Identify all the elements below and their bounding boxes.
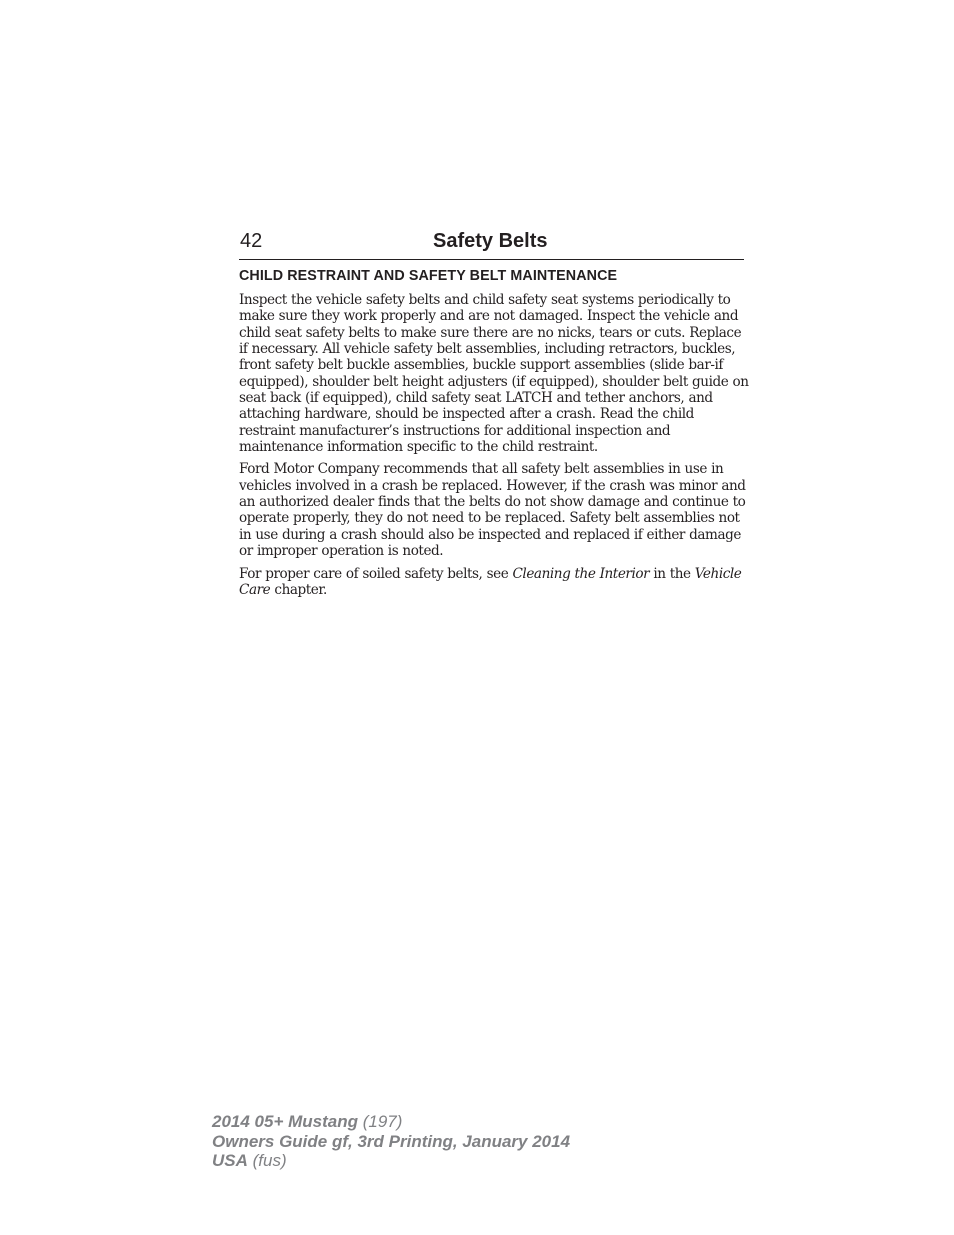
care-text-1: For proper care of soiled safety belts, see bbox=[239, 565, 513, 582]
footer-market-line bbox=[212, 1151, 570, 1171]
footer-printing-line bbox=[212, 1132, 570, 1152]
care-text-2: in the bbox=[649, 565, 695, 582]
page-content bbox=[239, 267, 749, 604]
footer-model-code: (197) bbox=[362, 1112, 403, 1131]
footer-model-line bbox=[212, 1112, 570, 1132]
care-text-3: chapter. bbox=[270, 581, 327, 598]
page-number: 42 bbox=[240, 230, 263, 252]
footer-market-code: (fus) bbox=[252, 1151, 287, 1170]
cross-reference-vehicle-care: Vehicle Care bbox=[239, 565, 742, 598]
paragraph-replacement: Ford Motor Company recommends that all safety belt assemblies in use in vehicles involved in a crash be replaced. However, if the crash was minor and an authorized dealer finds that the belts do not show damage and continue to operate properly, they do not need to be replaced. Safety belt assemblies not in use during a crash should also be inspected and replaced if either damage or improper operation is noted. bbox=[239, 461, 746, 560]
footer-printing: Owners Guide gf, 3rd Printing, January 2014 bbox=[212, 1131, 571, 1151]
chapter-title: Safety Belts bbox=[433, 230, 548, 252]
cross-reference-cleaning-interior: Cleaning the Interior bbox=[512, 565, 650, 582]
page-header bbox=[239, 228, 744, 260]
paragraph-care bbox=[239, 566, 749, 599]
print-footer bbox=[212, 1112, 570, 1171]
paragraph-inspection: Inspect the vehicle safety belts and child safety seat systems periodically to make sure they work properly and are not damaged. Inspect the vehicle and child seat safety belts to make sure there are no nicks, tears or cuts. Replace if necessary. All vehicle safety belt assemblies, including retractors, buckles, front safety belt buckle assemblies, buckle support assemblies (slide bar-if equipped), shoulder belt height adjusters (if equipped), shoulder belt guide on seat back (if equipped), child safety seat LATCH and tether anchors, and attaching hardware, should be inspected after a crash. Read the child restraint manufacturer’s instructions for additional inspection and maintenance information specific to the child restraint. bbox=[239, 292, 749, 456]
footer-market: USA bbox=[212, 1151, 248, 1170]
section-heading: CHILD RESTRAINT AND SAFETY BELT MAINTENANCE bbox=[239, 268, 618, 284]
footer-model: 2014 05+ Mustang bbox=[212, 1112, 358, 1131]
